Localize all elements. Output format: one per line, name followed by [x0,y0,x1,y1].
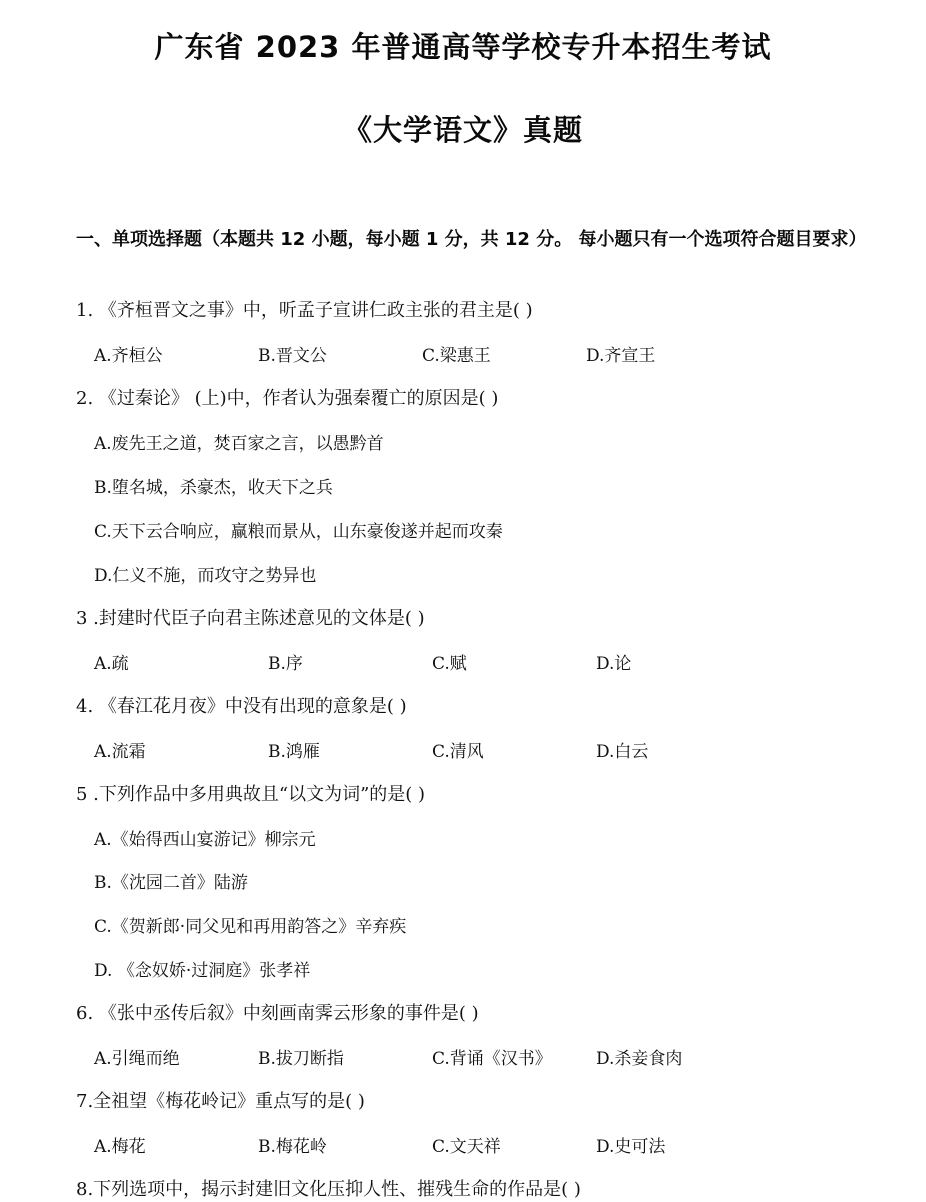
section-heading: 一、单项选择题（本题共 12 小题，每小题 1 分，共 12 分。 每小题只有一个选项符合题目要求） [76,229,867,250]
exam-subtitle: 《大学语文》真题 [342,113,583,147]
question-2-option-b: B.堕名城，杀豪杰，收天下之兵 [94,478,333,498]
question-5-option-c: C.《贺新郎·同父见和再用韵答之》辛弃疾 [94,917,407,937]
question-2-option-a: A.废先王之道，焚百家之言，以愚黔首 [94,434,384,454]
question-4-option-c: C.清风 [432,742,484,762]
question-4-stem: 4. 《春江花月夜》中没有出现的意象是( ) [76,696,407,717]
question-5-option-d: D. 《念奴娇·过洞庭》张孝祥 [94,961,311,981]
question-4-option-b: B.鸿雁 [268,742,320,762]
question-6-option-d: D.杀妾食肉 [596,1049,683,1069]
question-1-option-d: D.齐宣王 [586,346,656,366]
question-4-option-d: D.白云 [596,742,649,762]
question-1-option-b: B.晋文公 [258,346,327,366]
question-1-option-a: A.齐桓公 [94,346,163,366]
question-6-option-b: B.拔刀断指 [258,1049,344,1069]
exam-title: 广东省 2023 年普通高等学校专升本招生考试 [154,30,772,64]
question-5-option-b: B.《沈园二首》陆游 [94,873,248,893]
question-1-stem: 1. 《齐桓晋文之事》中，听孟子宣讲仁政主张的君主是( ) [76,300,533,321]
question-7-stem: 7.全祖望《梅花岭记》重点写的是( ) [76,1091,365,1112]
question-8-stem: 8.下列选项中，揭示封建旧文化压抑人性、摧残生命的作品是( ) [76,1179,581,1200]
question-7-option-b: B.梅花岭 [258,1137,327,1157]
question-2-option-c: C.天下云合响应，赢粮而景从，山东豪俊遂并起而攻秦 [94,522,503,542]
question-3-option-c: C.赋 [432,654,467,674]
question-3-option-d: D.论 [596,654,632,674]
question-6-option-a: A.引绳而绝 [94,1049,180,1069]
question-2-option-d: D.仁义不施，而攻守之势异也 [94,566,317,586]
question-2-stem: 2. 《过秦论》 (上)中，作者认为强秦覆亡的原因是( ) [76,388,499,409]
question-6-option-c: C.背诵《汉书》 [432,1049,552,1069]
question-5-stem: 5 .下列作品中多用典故且“以文为词”的是( ) [76,784,426,805]
question-6-stem: 6. 《张中丞传后叙》中刻画南霁云形象的事件是( ) [76,1003,479,1024]
question-3-option-b: B.序 [268,654,303,674]
question-7-option-a: A.梅花 [94,1137,146,1157]
question-3-stem: 3 .封建时代臣子向君主陈述意见的文体是( ) [76,608,425,629]
question-3-option-a: A.疏 [94,654,129,674]
question-5-option-a: A.《始得西山宴游记》柳宗元 [94,830,316,850]
question-4-option-a: A.流霜 [94,742,146,762]
question-1-option-c: C.梁惠王 [422,346,491,366]
question-7-option-d: D.史可法 [596,1137,666,1157]
question-7-option-c: C.文天祥 [432,1137,501,1157]
